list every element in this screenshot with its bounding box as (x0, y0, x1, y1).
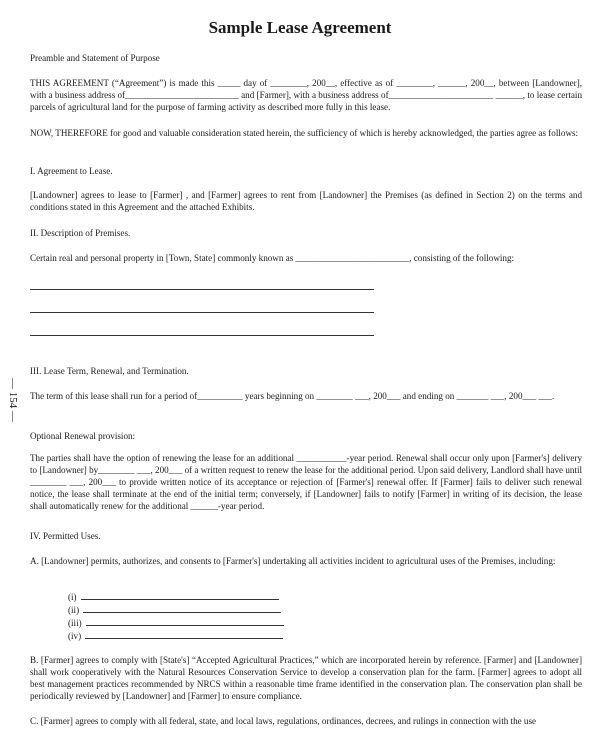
permitted-use-blank (85, 630, 283, 639)
premises-blank-line-3 (30, 335, 374, 336)
section-1-paragraph: [Landowner] agrees to lease to [Farmer] , and [Farmer] agrees to rent from [Landowner] the Premises (as defined in Section 2) on the terms and conditions stated in this Agreement and the attached Exhibits. (30, 190, 582, 212)
permitted-use-label: (iv) (68, 631, 82, 641)
permitted-use-label: (iii) (68, 618, 82, 628)
document-title: Sample Lease Agreement (208, 18, 392, 37)
permitted-use-line-iv (68, 630, 283, 642)
section-3-paragraph: The term of this lease shall run for a period of__________ years beginning on ________ ___, 200___ and ending on _______ ___, 200___ ___. (30, 391, 555, 401)
permitted-use-blank (86, 617, 284, 626)
premises-blank-line-2 (30, 312, 374, 313)
section-4-a-paragraph: A. [Landowner] permits, authorizes, and consents to [Farmer's] undertaking all activities incident to agricultural uses of the Premises, including: (30, 556, 556, 566)
premises-blank-line-1 (30, 289, 374, 290)
section-3-heading: III. Lease Term, Renewal, and Termination. (30, 366, 189, 376)
permitted-use-line-i (68, 591, 279, 603)
section-2-paragraph: Certain real and personal property in [Town, State] commonly known as _________________________, consisting of the following: (30, 253, 515, 263)
permitted-use-line-iii (68, 617, 284, 629)
section-4-heading: IV. Permitted Uses. (30, 531, 101, 541)
section-1-heading: I. Agreement to Lease. (30, 166, 113, 176)
optional-renewal-paragraph: The parties shall have the option of renewing the lease for an additional ___________-year period. Renewal shall occur only upon [Farmer's] delivery to [Landowner] by________ ___, 200___ of a written request to renew the lease for the additional period. Upon said delivery, Landlord shall have until ________ ___, 200___ to provide written notice of its acceptance or rejection of [Farmer's] renewal offer. If [Farmer] fails to deliver such renewal notice, the lease shall terminate at the end of the initial term; conversely, if [Landowner] fails to notify [Farmer] in writing of its decision, the lease shall automatically renew for the additional ______-year period. (30, 453, 582, 511)
permitted-use-line-ii (68, 604, 281, 616)
permitted-use-label: (ii) (68, 605, 80, 615)
page-number (1, 374, 25, 426)
permitted-use-blank (81, 591, 279, 600)
section-2-heading: II. Description of Premises. (30, 228, 131, 238)
permitted-use-label: (i) (68, 592, 77, 602)
section-4-c-paragraph: C. [Farmer] agrees to comply with all federal, state, and local laws, regulations, ordinances, decrees, and rulings in connection with the use (30, 716, 537, 726)
preamble-paragraph: THIS AGREEMENT (“Agreement”) is made this _____ day of ________, 200__, effective as of ________, ______, 200__, between [Landowner], with a business address of_________________________ and [Farmer], with a business address of_______________________ ______, to lease certain parcels of agricultural land for the purpose of farming activity as described more fully in this lease. (30, 78, 582, 112)
preamble-heading: Preamble and Statement of Purpose (30, 53, 160, 63)
page-number-text: — 154 — (7, 378, 19, 422)
permitted-use-blank (83, 604, 281, 613)
optional-renewal-heading: Optional Renewal provision: (30, 431, 136, 441)
section-4-b-paragraph: B. [Farmer] agrees to comply with [State's] “Accepted Agricultural Practices,” which are incorporated herein by reference. [Farmer] and [Landowner] shall work cooperatively with the Natural Resources Conservation Service to develop a conservation plan for the farm. [Farmer] agrees to adopt all best management practices recommended by NRCS within a reasonable time frame identified in the conservation plan. The conservation plan shall be periodically reviewed by [Landowner] and [Farmer] to ensure compliance. (30, 655, 582, 701)
now-therefore-paragraph: NOW, THEREFORE for good and valuable consideration stated herein, the sufficiency of which is hereby acknowledged, the parties agree as follows: (30, 128, 579, 138)
